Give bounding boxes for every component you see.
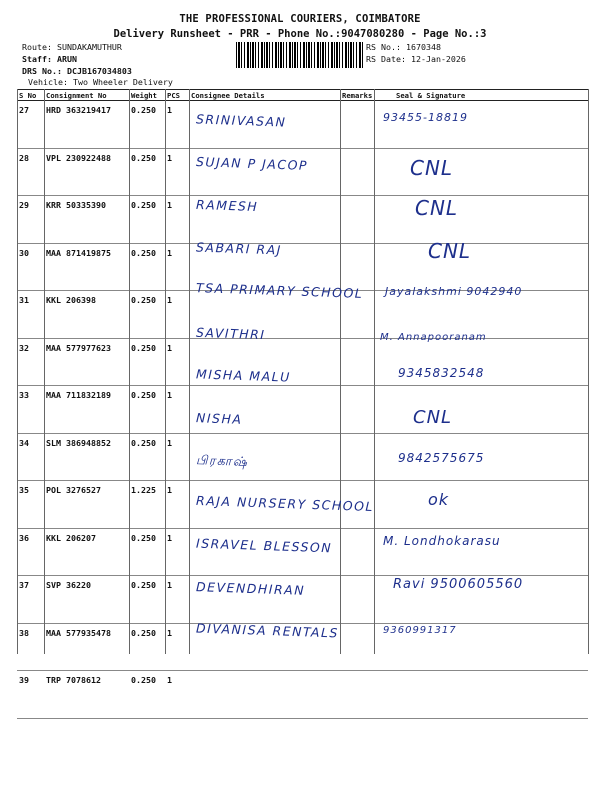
rs-no-label: RS No.: <box>366 42 401 52</box>
route-line <box>22 42 122 52</box>
consignee-name: SUJAN P JACOP <box>195 153 309 173</box>
cell-pcs: 1 <box>165 623 189 671</box>
cell-sno: 39 <box>17 671 44 719</box>
consignee-name: பிரகாஷ் <box>195 452 249 469</box>
cell-weight: 0.250 <box>129 623 165 671</box>
cell-sno: 35 <box>17 481 44 529</box>
cell-cno: MAA 711832189 <box>44 386 129 434</box>
signature-text: M. Londhokarasu <box>383 534 501 548</box>
remarks-cell <box>340 576 374 624</box>
signature-cell <box>374 243 588 291</box>
cell-pcs: 1 <box>165 433 189 481</box>
remarks-cell <box>340 148 374 196</box>
consignee-cell <box>189 386 340 434</box>
signature-text: CNL <box>410 155 454 180</box>
cell-pcs: 1 <box>165 528 189 576</box>
staff-label: Staff: <box>22 54 52 64</box>
signature-text: 9360991317 <box>383 625 457 636</box>
route-label: Route: <box>22 42 52 52</box>
cell-sno: 38 <box>17 623 44 671</box>
cell-sno: 34 <box>17 433 44 481</box>
route-value: SUNDAKAMUTHUR <box>56 42 122 52</box>
remarks-cell <box>340 671 374 719</box>
column-divider <box>340 89 341 654</box>
table-row <box>17 338 588 386</box>
cell-sno: 30 <box>17 243 44 291</box>
signature-text: Jayalakshmi 9042940 <box>385 285 523 298</box>
column-divider <box>129 89 130 654</box>
cell-weight: 0.250 <box>129 671 165 719</box>
signature-cell <box>374 101 588 149</box>
consignee-cell <box>189 671 340 719</box>
remarks-cell <box>340 433 374 481</box>
consignee-name: ISRAVEL BLESSON <box>195 535 333 556</box>
rs-date-line <box>366 54 466 64</box>
cell-cno: KRR 50335390 <box>44 196 129 244</box>
cell-weight: 0.250 <box>129 338 165 386</box>
column-divider <box>44 89 45 654</box>
col-sno: S No <box>17 90 44 101</box>
vehicle-value: Two Wheeler Delivery <box>72 77 173 87</box>
cell-cno: VPL 230922488 <box>44 148 129 196</box>
cell-weight: 1.225 <box>129 481 165 529</box>
cell-sno: 27 <box>17 101 44 149</box>
cell-cno: POL 3276527 <box>44 481 129 529</box>
col-pcs: PCS <box>165 90 189 101</box>
remarks-cell <box>340 386 374 434</box>
consignee-name: RAJA NURSERY SCHOOL <box>195 492 375 514</box>
cell-weight: 0.250 <box>129 243 165 291</box>
signature-cell <box>374 671 588 719</box>
remarks-cell <box>340 243 374 291</box>
column-divider <box>588 89 589 654</box>
rs-date-value: 12-Jan-2026 <box>410 54 466 64</box>
cell-sno: 32 <box>17 338 44 386</box>
signature-text: Ravi 9500605560 <box>393 576 524 592</box>
cell-pcs: 1 <box>165 481 189 529</box>
cell-pcs: 1 <box>165 243 189 291</box>
company-title: THE PROFESSIONAL COURIERS, COIMBATORE <box>179 13 421 25</box>
cell-cno: MAA 577935478 <box>44 623 129 671</box>
consignee-name: MISHA MALU <box>195 366 292 385</box>
cell-pcs: 1 <box>165 291 189 339</box>
signature-text: M. Annapooranam <box>380 331 487 343</box>
cell-weight: 0.250 <box>129 291 165 339</box>
signature-text: 9345832548 <box>398 366 485 380</box>
cell-cno: SLM 386948852 <box>44 433 129 481</box>
consignee-name: SRINIVASAN <box>195 111 287 130</box>
col-consignee: Consignee Details <box>189 90 340 101</box>
signature-text: ok <box>428 489 450 509</box>
remarks-cell <box>340 196 374 244</box>
cell-weight: 0.250 <box>129 433 165 481</box>
cell-cno: KKL 206398 <box>44 291 129 339</box>
table-row <box>17 101 588 149</box>
cell-cno: HRD 363219417 <box>44 101 129 149</box>
staff-value: ARUN <box>56 54 77 64</box>
rs-no-value: 1670348 <box>405 42 441 52</box>
vehicle-label: Vehicle: <box>28 77 68 87</box>
cell-weight: 0.250 <box>129 148 165 196</box>
col-weight: Weight <box>129 90 165 101</box>
table-row <box>17 196 588 244</box>
col-remarks: Remarks <box>342 90 373 100</box>
consignee-name: NISHA <box>195 409 243 427</box>
cell-cno: SVP 36220 <box>44 576 129 624</box>
cell-pcs: 1 <box>165 576 189 624</box>
vehicle-line <box>28 77 173 87</box>
staff-line <box>22 54 77 64</box>
table-row <box>17 433 588 481</box>
cell-pcs: 1 <box>165 338 189 386</box>
remarks-cell <box>340 338 374 386</box>
cell-sno: 28 <box>17 148 44 196</box>
column-divider <box>189 89 190 654</box>
consignee-name: DEVENDHIRAN <box>195 578 306 598</box>
consignee-name: DIVANISA RENTALS <box>195 620 340 641</box>
consignee-name: SAVITHRI <box>195 324 266 342</box>
consignee-name: SABARI RAJ <box>195 239 283 257</box>
table-row <box>17 386 588 434</box>
cell-cno: KKL 206207 <box>44 528 129 576</box>
drs-value: DCJB167034803 <box>66 66 132 76</box>
cell-pcs: 1 <box>165 101 189 149</box>
remarks-cell <box>340 623 374 671</box>
cell-sno: 29 <box>17 196 44 244</box>
cell-weight: 0.250 <box>129 576 165 624</box>
cell-cno: MAA 871419875 <box>44 243 129 291</box>
table-row <box>17 671 588 719</box>
consignee-name: TSA PRIMARY SCHOOL <box>195 280 364 301</box>
cell-pcs: 1 <box>165 386 189 434</box>
drs-line <box>22 66 132 76</box>
signature-text: CNL <box>415 196 459 220</box>
runsheet-title: Delivery Runsheet - PRR - Phone No.:9047080280 - Page No.:3 <box>113 28 487 40</box>
col-signature: Seal & Signature <box>374 90 588 101</box>
cell-pcs: 1 <box>165 671 189 719</box>
cell-cno: TRP 7078612 <box>44 671 129 719</box>
column-divider <box>17 89 18 654</box>
col-consignment: Consignment No <box>44 90 129 101</box>
signature-cell <box>374 196 588 244</box>
cell-pcs: 1 <box>165 148 189 196</box>
column-divider <box>165 89 166 654</box>
signature-cell <box>374 386 588 434</box>
cell-sno: 31 <box>17 291 44 339</box>
cell-sno: 37 <box>17 576 44 624</box>
remarks-cell <box>340 528 374 576</box>
cell-weight: 0.250 <box>129 386 165 434</box>
consignee-name: RAMESH <box>195 196 259 215</box>
rs-date-label: RS Date: <box>366 54 406 64</box>
signature-text: CNL <box>413 406 453 428</box>
rs-no-line <box>366 42 441 52</box>
cell-weight: 0.250 <box>129 528 165 576</box>
signature-text: 93455-18819 <box>383 111 468 124</box>
cell-pcs: 1 <box>165 196 189 244</box>
drs-label: DRS No.: <box>22 66 62 76</box>
column-divider <box>374 89 375 654</box>
signature-cell <box>374 481 588 529</box>
cell-cno: MAA 577977623 <box>44 338 129 386</box>
cell-weight: 0.250 <box>129 196 165 244</box>
table-header-row <box>17 90 588 101</box>
cell-sno: 33 <box>17 386 44 434</box>
signature-text: CNL <box>428 238 472 263</box>
barcode <box>236 42 364 68</box>
signature-cell <box>374 148 588 196</box>
remarks-cell <box>340 101 374 149</box>
cell-sno: 36 <box>17 528 44 576</box>
cell-weight: 0.250 <box>129 101 165 149</box>
signature-text: 9842575675 <box>398 451 485 465</box>
